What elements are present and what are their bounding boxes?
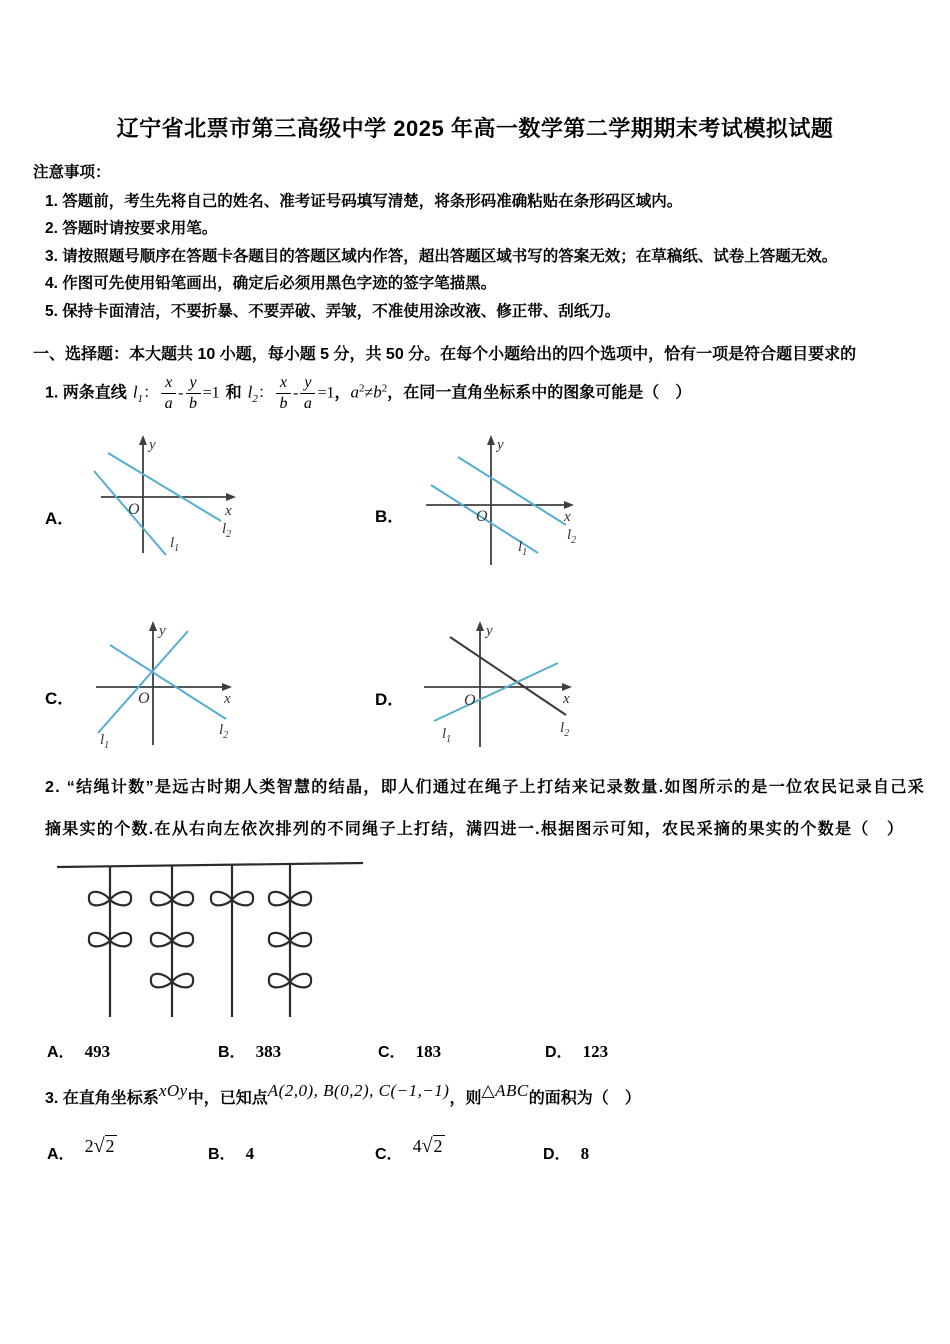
- y-axis-label: y: [497, 436, 504, 453]
- l1-label: $l_1$: [170, 534, 180, 554]
- q2-option-d: D． 123: [545, 1041, 609, 1061]
- q1-option-d-letter: D．: [375, 690, 405, 710]
- x-axis-label: x: [224, 690, 231, 707]
- note-item-3: 3. 请按照题号顺序在答题卡各题目的答题区域内作答，超出答题区域书写的答案无效；在草稿纸、试卷上答题无效。: [45, 247, 838, 265]
- q2-option-b: B． 383: [218, 1041, 282, 1061]
- origin-label: O: [138, 689, 150, 707]
- q1-graphs-row-1: [0, 427, 950, 577]
- y-axis-label: y: [486, 622, 493, 639]
- q1-option-c-letter: C．: [45, 688, 75, 708]
- q1-number: 1.: [45, 384, 63, 402]
- q3-options: [47, 1134, 930, 1164]
- origin-label: O: [476, 507, 488, 525]
- origin-label: O: [128, 500, 140, 518]
- l2-label: $l_2$: [219, 721, 229, 741]
- q2-number: 2.: [45, 778, 67, 796]
- x-axis-label: x: [563, 690, 570, 707]
- q1-option-d-figure: [375, 613, 576, 753]
- q3-math-triangle: △ABC: [481, 1080, 529, 1100]
- line-l2: [110, 645, 226, 719]
- q3-option-a: A． 2√2: [47, 1134, 115, 1163]
- q2-option-c: C． 183: [378, 1041, 442, 1061]
- graph-c: [86, 613, 236, 750]
- q3-option-c-value: 4√2: [412, 1134, 443, 1157]
- l1-label: $l_1$: [442, 725, 452, 745]
- x-axis-label: x: [225, 502, 232, 519]
- q1-l2: l: [247, 382, 253, 402]
- q1-lead: 两条直线: [62, 384, 127, 402]
- question-3-text: 3. 在直角坐标系xOy中，已知点A(2,0), B(0,2), C(−1,−1)，则△ABC的面积为（ ）: [45, 1080, 641, 1107]
- notes-section: [33, 159, 930, 325]
- q1-frac-y-b: $\frac{y}{b}$: [186, 374, 201, 413]
- y-axis-arrow: [139, 435, 147, 445]
- section-1-heading: 一、选择题：本大题共 10 小题，每小题 5 分，共 50 分。在每个小题给出的四个选项中，恰有一项是符合题目要求的: [33, 346, 857, 363]
- l2-label: $l_2$: [222, 520, 232, 540]
- q1-option-b-letter: B．: [375, 506, 405, 526]
- note-item-4: 4. 作图可先使用铅笔画出，确定后必须用黑色字迹的签字笔描黑。: [45, 275, 497, 292]
- line-l1: [434, 663, 558, 721]
- page-title: 辽宁省北票市第三高级中学 2025 年高一数学第二学期期末考试模拟试题: [116, 116, 834, 141]
- rope-top-bar: [57, 863, 363, 867]
- q1-conj: 和: [225, 384, 242, 402]
- y-axis-label: y: [149, 436, 156, 453]
- q2-options: [47, 1039, 930, 1062]
- notes-heading: 注意事项：: [33, 164, 111, 181]
- graph-b: [416, 427, 581, 572]
- q1-l1: l: [132, 382, 138, 402]
- q1-frac-y-a: $\frac{y}{a}$: [300, 374, 315, 413]
- note-item-1: 1. 答题前，考生先将自己的姓名、准考证号码填写清楚，将条形码准确粘贴在条形码区域内。: [45, 192, 683, 210]
- q1-frac-x-b: $\frac{x}{b}$: [276, 374, 291, 413]
- question-1-text: 1. 两条直线 $l_1$： $\frac{x}{a}$ - $\frac{y}{b}$ =1 和 $l_2$： $\frac{x}{b}$ - $\frac{y}{a}$ =1，$a^2\ne b^2$，在同一直角坐标系中的图象可能是（ ）: [45, 374, 692, 412]
- x-axis-arrow: [226, 493, 236, 501]
- l2-label: $l_2$: [567, 526, 577, 546]
- line-l2: [458, 457, 566, 525]
- l2-label: $l_2$: [560, 719, 570, 739]
- q3-option-a-value: 2√2: [84, 1134, 115, 1157]
- q3-number: 3.: [45, 1089, 63, 1107]
- x-axis-label: x: [564, 508, 571, 525]
- note-item-5: 5. 保持卡面清洁，不要折暴、不要弄破、弄皱，不准使用涂改液、修正带、刮纸刀。: [45, 302, 621, 320]
- q3-option-b: B． 4: [208, 1143, 255, 1163]
- origin-label: O: [464, 691, 476, 709]
- rope-knot-figure: [55, 855, 375, 1027]
- q2-option-a: A． 493: [47, 1041, 111, 1061]
- question-2-text: [45, 767, 925, 851]
- l1-label: $l_1$: [518, 538, 528, 558]
- q3-option-c: C． 4√2: [375, 1134, 443, 1163]
- sqrt-symbol: √: [421, 1134, 433, 1157]
- sqrt-symbol: √: [93, 1134, 105, 1157]
- l1-label: $l_1$: [100, 731, 110, 750]
- q1-option-a-letter: A．: [45, 509, 75, 529]
- note-item-2: 2. 答题时请按要求用笔。: [45, 220, 218, 237]
- y-axis-label: y: [159, 622, 166, 639]
- graph-d: [416, 613, 576, 753]
- q1-option-c-figure: [45, 613, 375, 750]
- q3-math-xoy: xOy: [158, 1080, 188, 1100]
- q1-option-b-figure: [375, 427, 581, 572]
- graph-a: [86, 427, 236, 577]
- q1-tail: 在同一直角坐标系中的图象可能是（ ）: [403, 384, 692, 402]
- q2-body: “结绳计数”是远古时期人类智慧的结晶，即人们通过在绳子上打结来记录数量.如图所示的是一位农民记录自己采摘果实的个数.在从右向左依次排列的不同绳子上打结，满四进一.根据图示可知，农民采摘的果实的个数是（ ）: [45, 778, 925, 838]
- q3-option-d: D． 8: [543, 1143, 590, 1163]
- line-l2: [108, 453, 221, 521]
- q1-option-a-figure: [45, 427, 375, 577]
- q3-math-points: A(2,0), B(0,2), C(−1,−1): [267, 1080, 450, 1100]
- q1-graphs-row-2: [0, 613, 950, 753]
- q1-frac-x-a: $\frac{x}{a}$: [161, 374, 176, 413]
